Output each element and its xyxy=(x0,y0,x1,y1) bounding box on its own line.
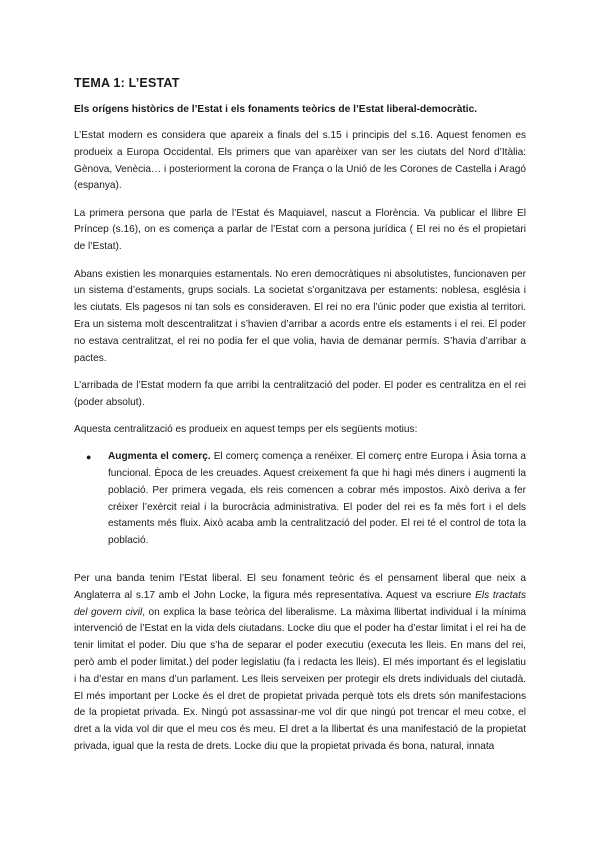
paragraph-estat-liberal-rest: , on explica la base teòrica del liberalisme. La màxima llibertat individual i la mínima intervenció de l’Estat en la vida dels ciutadans. Locke diu que el poder ha d’estar limitat i el rei ha de tenir limitat el poder. Diu que s’ha de separar el poder executiu (executa les lleis. En mans del rei, però amb el poder limitat.) del poder legislatiu (fa i redacta les lleis). El més important és el legislatiu i ha d’estar en mans d’un parlament. Les lleis serveixen per protegir els drets individuals del ciutadà. El més important per Locke és el dret de propietat privada perquè tots els drets són manifestacions de la propietat privada. Ex. Ningú pot assassinar-me vol dir que ningú pot trencar el meu cotxe, el dret a la vida vol dir que el meu cos és meu. El dret a la llibertat és una manifestació de la propietat privada, igual que la resta de drets. Locke diu que la propietat privada és bona, natural, innata xyxy=(74,606,526,752)
paragraph-centralitzacio: L’arribada de l’Estat modern fa que arribi la centralització del poder. El poder es centralitza en el rei (poder absolut). xyxy=(74,379,526,408)
paragraph-estat-liberal-start: Per una banda tenim l’Estat liberal. El seu fonament teòric és el pensament liberal que neix a Anglaterra al s.17 amb el John Locke, la figura més representativa. Aquest va escriure xyxy=(74,573,526,601)
list-item-comerc xyxy=(86,449,526,550)
book-title: Els tractats del govern civil xyxy=(74,589,526,618)
paragraph-monarquies-estamentals: Abans existien les monarquies estamentals. No eren democràtiques ni absolutistes, funcionaven per un sistema d’estaments, grups socials. La societat s’organitzava per estaments: noblesa, església i les ciutats. Els pagesos ni tan sols es consideraven. El rei no era l’únic poder que existia al territori. Era un sistema molt descentralitzat i s’havien d’arribar a acords entre els estaments i el rei. El poder no estava centralitzat, el rei no podia fer el que volia, havia de demanar permís. S’havia d’arribar a pactes. xyxy=(74,268,526,364)
paragraph-estat-modern: L’Estat modern es considera que apareix a finals del s.15 i principis del s.16. Aquest fenomen es produeix a Europa Occidental. Els primers que van aparèixer van ser les ciutats del Nord d’Itàlia: Gènova, Venècia… i posteriorment la corona de França o la Unió de les Corones de Castella i Aragó (espanya). xyxy=(74,130,526,192)
bullet-icon: ● xyxy=(86,452,92,463)
paragraph-maquiavel: La primera persona que parla de l’Estat és Maquiavel, nascut a Florència. Va publicar el llibre El Príncep (s.16), on es comença a parlar de l’Estat com a persona jurídica ( El rei no és el propietari de l’Estat). xyxy=(74,207,526,253)
spacer xyxy=(74,558,526,571)
document-title: TEMA 1: L’ESTAT xyxy=(74,76,180,90)
document-subtitle: Els orígens històrics de l’Estat i els fonaments teòrics de l’Estat liberal-democràtic. xyxy=(74,104,478,115)
paragraph-estat-liberal xyxy=(74,571,526,756)
document-body xyxy=(74,128,526,766)
motius-list xyxy=(74,449,526,550)
list-item-heading: Augmenta el comerç. xyxy=(108,451,211,463)
list-item-text: El comerç comença a renéixer. El comerç entre Europa i Àsia torna a funcional. Època de les creuades. Aquest creixement fa que hi hagi més diners i augmenti la població. Per primera vegada, els reis comencen a cobrar més impostos. Això deriva a fer créixer l’exèrcit reial i la burocràcia administrativa. El poder del rei es fa més fort i el dels estaments més fluix. Això acaba amb la centralització del poder. El rei té el control de tota la població. xyxy=(108,451,526,547)
paragraph-motius: Aquesta centralització es produeix en aquest temps per els següents motius: xyxy=(74,423,418,435)
